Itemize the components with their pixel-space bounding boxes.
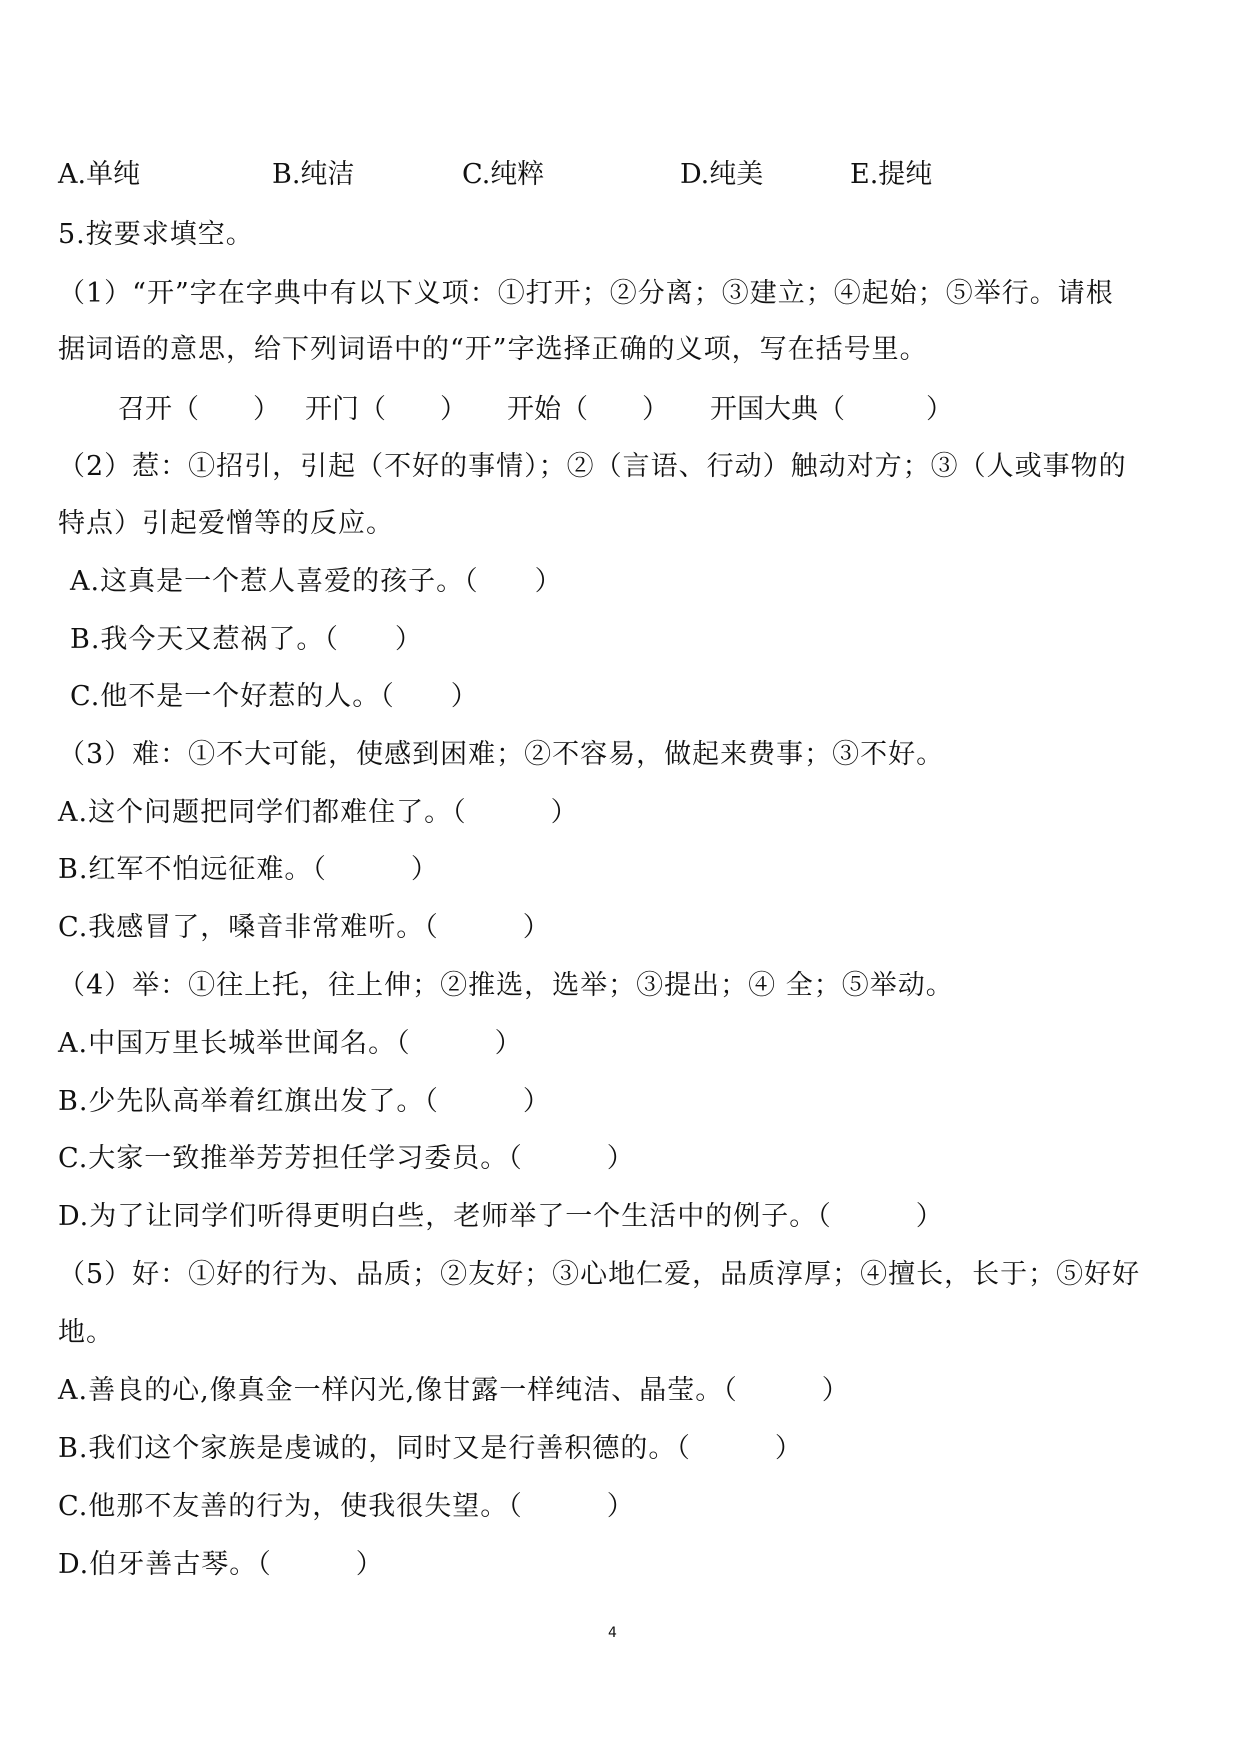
part-4-item-b: B.少先队高举着红旗出发了。（ ）	[58, 1086, 551, 1117]
part-4-item-a: A.中国万里长城举世闻名。（ ）	[58, 1028, 523, 1059]
word-item-3: 开始（ ）	[507, 394, 669, 425]
choice-d: D.纯美	[680, 159, 764, 190]
choice-c: C.纯粹	[462, 159, 545, 190]
part-2-item-a: A.这真是一个惹人喜爱的孩子。（ ）	[70, 566, 563, 597]
word-item-2: 开门（ ）	[305, 394, 467, 425]
part-3-item-a: A.这个问题把同学们都难住了。（ ）	[58, 797, 579, 828]
part-3-item-c: C.我感冒了，嗓音非常难听。（ ）	[58, 912, 551, 943]
choice-b: B.纯洁	[272, 159, 355, 190]
part-5-item-b: B.我们这个家族是虔诚的，同时又是行善积德的。（ ）	[58, 1433, 803, 1464]
word-item-4: 开国大典（ ）	[710, 394, 953, 425]
question-5-title: 5.按要求填空。	[58, 219, 254, 250]
part-3-line-1: （3）难：①不大可能，使感到困难；②不容易，做起来费事；③不好。	[58, 739, 945, 770]
choice-a: A.单纯	[58, 159, 141, 190]
page-number: 4	[608, 1625, 617, 1641]
part-1-line-1: （1）“开”字在字典中有以下义项：①打开；②分离；③建立；④起始；⑤举行。请根	[58, 278, 1114, 309]
part-4-line-1: （4）举：①往上托，往上伸；②推选，选举；③提出；④ 全；⑤举动。	[58, 970, 954, 1001]
word-item-1: 召开（ ）	[118, 394, 280, 425]
part-4-item-c: C.大家一致推举芳芳担任学习委员。（ ）	[58, 1143, 635, 1174]
part-2-line-2: 特点）引起爱憎等的反应。	[58, 508, 394, 539]
part-5-item-c: C.他那不友善的行为，使我很失望。（ ）	[58, 1491, 635, 1522]
part-4-item-d: D.为了让同学们听得更明白些，老师举了一个生活中的例子。（ ）	[58, 1201, 944, 1232]
part-2-item-c: C.他不是一个好惹的人。（ ）	[70, 681, 479, 712]
part-5-line-1: （5）好：①好的行为、品质；②友好；③心地仁爱，品质淳厚；④擅长，长于；⑤好好	[58, 1259, 1141, 1290]
choice-e: E.提纯	[850, 159, 933, 190]
part-2-item-b: B.我今天又惹祸了。（ ）	[70, 624, 423, 655]
part-5-item-d: D.伯牙善古琴。（ ）	[58, 1549, 384, 1580]
part-1-line-2: 据词语的意思，给下列词语中的“开”字选择正确的义项，写在括号里。	[58, 334, 928, 365]
part-3-item-b: B.红军不怕远征难。（ ）	[58, 854, 439, 885]
part-5-line-2: 地。	[58, 1317, 114, 1348]
part-5-item-a: A.善良的心,像真金一样闪光,像甘露一样纯洁、晶莹。（ ）	[58, 1375, 850, 1406]
part-2-line-1: （2）惹：①招引，引起（不好的事情）；②（言语、行动）触动对方；③（人或事物的	[58, 451, 1127, 482]
